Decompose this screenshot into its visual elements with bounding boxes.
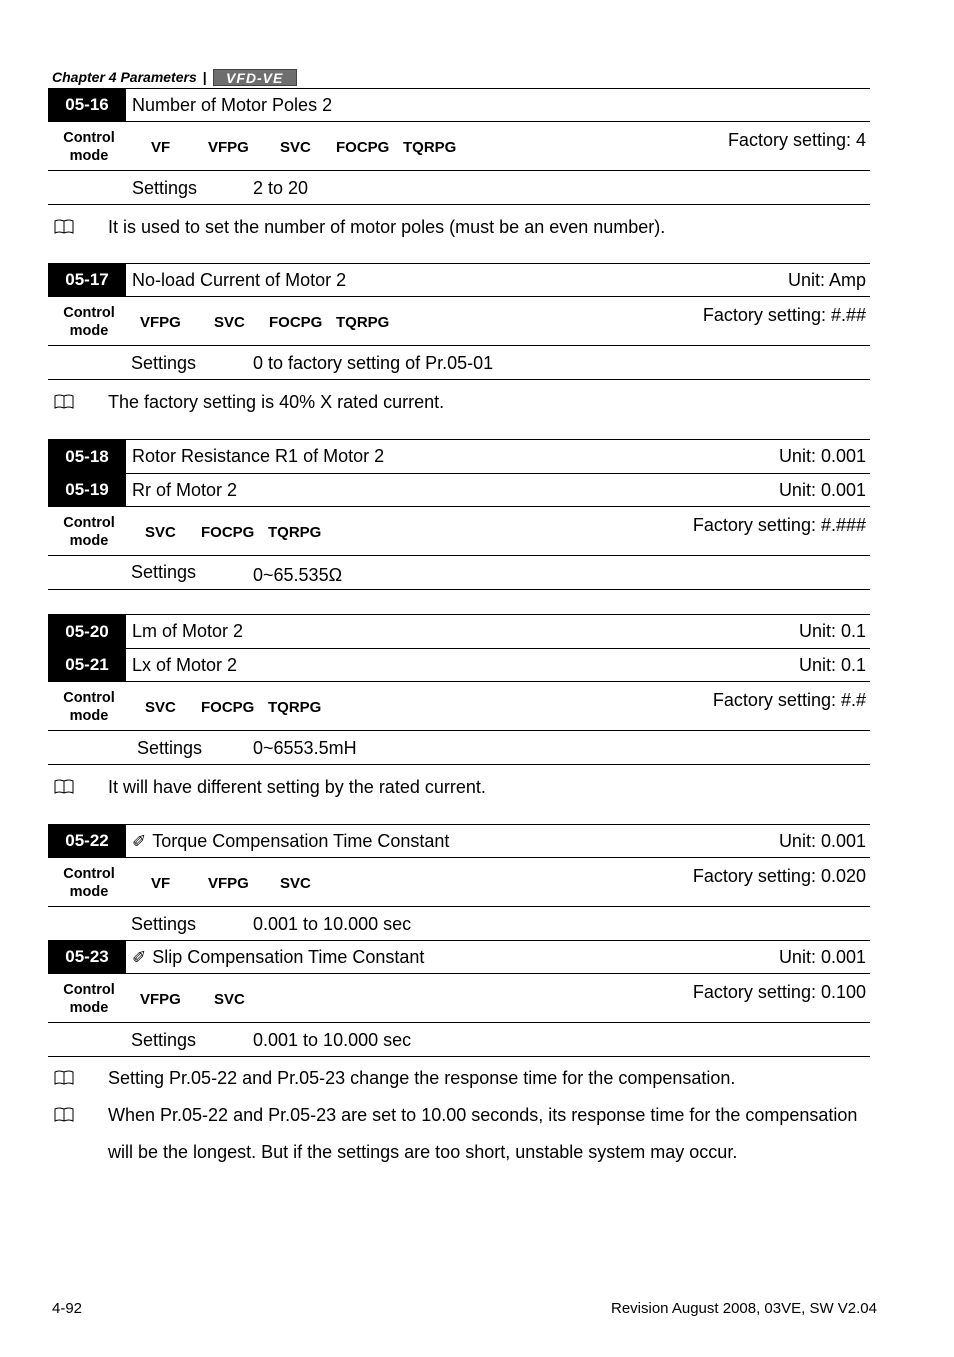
control-mode-row <box>48 122 870 171</box>
param-block-05-17 <box>48 263 870 380</box>
param-header-row <box>48 439 870 473</box>
control-mode-row <box>48 974 870 1023</box>
settings-value: 0.001 to 10.000 sec <box>253 1030 412 1050</box>
param-unit: Unit: 0.1 <box>798 654 866 675</box>
settings-row <box>48 346 870 380</box>
mode-vfpg: VFPG <box>208 875 249 892</box>
param-header-row <box>48 824 870 858</box>
param-code: 05-19 <box>48 474 126 506</box>
page-header <box>52 67 297 87</box>
mode-vf: VF <box>151 875 171 892</box>
param-code: 05-20 <box>48 615 126 648</box>
param-unit: Unit: 0.001 <box>778 446 866 466</box>
note-text: It is used to set the number of motor poles (must be an even number). <box>108 217 666 237</box>
param-unit: Unit: 0.001 <box>778 946 866 967</box>
control-mode-row <box>48 682 870 731</box>
param-header-row <box>48 473 870 507</box>
factory-setting: Factory setting: 0.100 <box>692 982 866 1002</box>
settings-value: 0.001 to 10.000 sec <box>253 914 412 934</box>
param-unit: Unit: Amp <box>787 269 866 290</box>
mode-vf: VF <box>151 139 171 156</box>
settings-value: 0~6553.5mH <box>253 738 357 758</box>
mode-focpg: FOCPG <box>201 524 255 541</box>
control-mode-row <box>48 297 870 346</box>
note-text: Setting Pr.05-22 and Pr.05-23 change the response time for the compensation. <box>108 1068 736 1088</box>
note-text: The factory setting is 40% X rated current. <box>108 392 445 412</box>
book-icon <box>54 219 74 234</box>
param-code: 05-17 <box>48 264 126 296</box>
settings-row <box>48 171 870 205</box>
param-name <box>126 947 779 968</box>
book-icon <box>54 394 74 409</box>
settings-value: 0 to factory setting of Pr.05-01 <box>253 353 494 373</box>
control-mode-label: Control mode <box>63 866 115 900</box>
param-name-text: Torque Compensation Time Constant <box>152 830 450 851</box>
mode-tqrpg: TQRPG <box>268 699 322 716</box>
param-unit: Unit: 0.1 <box>798 621 866 641</box>
note-text: It will have different setting by the rated current. <box>108 777 486 797</box>
mode-vfpg: VFPG <box>208 139 249 156</box>
param-block-05-18-19 <box>48 439 870 590</box>
factory-setting: Factory setting: #.### <box>692 515 866 535</box>
param-block-05-20-21 <box>48 614 870 765</box>
vfd-ve-logo: VFD-VE <box>213 69 297 86</box>
control-mode-label: Control mode <box>63 690 115 724</box>
settings-label: Settings <box>131 353 197 373</box>
book-icon <box>54 779 74 794</box>
control-mode-label: Control mode <box>63 305 115 339</box>
control-mode-label: Control mode <box>63 982 115 1016</box>
factory-setting: Factory setting: 0.020 <box>692 866 866 886</box>
control-mode-label: Control mode <box>63 515 115 549</box>
settings-value: 0~65.535Ω <box>253 565 343 585</box>
param-header-row <box>48 88 870 122</box>
param-name-text: Slip Compensation Time Constant <box>152 946 425 967</box>
param-header-row <box>48 940 870 974</box>
mode-svc: SVC <box>214 991 245 1008</box>
settings-row <box>48 556 870 590</box>
param-code: 05-21 <box>48 649 126 681</box>
control-mode-row <box>48 858 870 907</box>
param-block-05-23 <box>48 940 870 1057</box>
mode-focpg: FOCPG <box>269 314 323 331</box>
param-name: Number of Motor Poles 2 <box>132 94 333 115</box>
revision-info: Revision August 2008, 03VE, SW V2.04 <box>611 1300 877 1317</box>
mode-tqrpg: TQRPG <box>268 524 322 541</box>
param-name: Rr of Motor 2 <box>132 479 238 500</box>
mode-svc: SVC <box>280 875 311 892</box>
control-mode-label: Control mode <box>63 130 115 164</box>
settings-label: Settings <box>131 914 197 934</box>
param-code: 05-22 <box>48 825 126 857</box>
settings-row <box>48 731 870 765</box>
param-block-05-16 <box>48 88 870 205</box>
book-icon <box>54 1107 74 1122</box>
mode-vfpg: VFPG <box>140 991 181 1008</box>
settings-label: Settings <box>137 738 203 758</box>
chapter-title: Chapter 4 Parameters <box>52 69 197 85</box>
pen-icon: ✐ <box>132 947 147 967</box>
param-code: 05-23 <box>48 941 126 973</box>
page-number: 4-92 <box>52 1300 83 1317</box>
param-code: 05-16 <box>48 89 126 121</box>
param-block-05-22 <box>48 824 870 941</box>
param-unit: Unit: 0.001 <box>778 479 866 500</box>
param-unit: Unit: 0.001 <box>778 830 866 851</box>
param-name: No-load Current of Motor 2 <box>132 269 347 290</box>
mode-svc: SVC <box>145 524 176 541</box>
param-header-row <box>48 614 870 648</box>
param-code: 05-18 <box>48 440 126 473</box>
mode-focpg: FOCPG <box>336 139 390 156</box>
settings-label: Settings <box>131 562 197 582</box>
param-name: Lm of Motor 2 <box>132 621 244 641</box>
factory-setting: Factory setting: #.# <box>712 690 866 710</box>
param-name: Lx of Motor 2 <box>132 654 238 675</box>
mode-focpg: FOCPG <box>201 699 255 716</box>
settings-label: Settings <box>131 1030 197 1050</box>
note-text: When Pr.05-22 and Pr.05-23 are set to 10.00 seconds, its response time for the compensation <box>108 1105 858 1125</box>
control-mode-row <box>48 507 870 556</box>
pen-icon: ✐ <box>132 831 147 851</box>
mode-tqrpg: TQRPG <box>336 314 390 331</box>
settings-value: 2 to 20 <box>253 178 309 198</box>
header-separator: | <box>202 69 207 85</box>
param-header-row <box>48 648 870 682</box>
param-name: Rotor Resistance R1 of Motor 2 <box>132 446 385 466</box>
book-icon <box>54 1070 74 1085</box>
mode-vfpg: VFPG <box>140 314 181 331</box>
factory-setting: Factory setting: 4 <box>727 130 866 150</box>
settings-row <box>48 907 870 941</box>
settings-label: Settings <box>132 178 198 198</box>
settings-row <box>48 1023 870 1057</box>
mode-svc: SVC <box>214 314 245 331</box>
mode-svc: SVC <box>280 139 311 156</box>
mode-svc: SVC <box>145 699 176 716</box>
factory-setting: Factory setting: #.## <box>702 305 866 325</box>
note-text: will be the longest. But if the settings are too short, unstable system may occur. <box>108 1142 738 1162</box>
param-name <box>126 831 779 852</box>
mode-tqrpg: TQRPG <box>403 139 457 156</box>
param-header-row <box>48 263 870 297</box>
